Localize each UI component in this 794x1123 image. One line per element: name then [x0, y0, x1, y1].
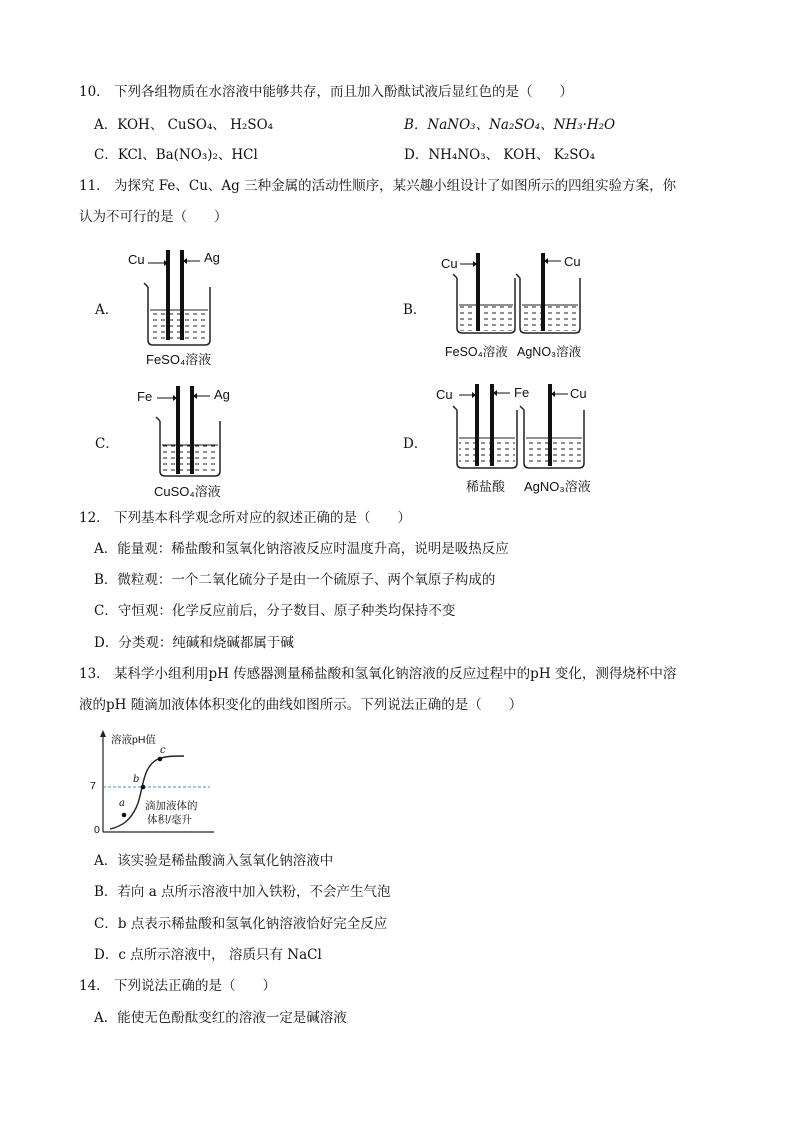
q10-stem: 10． 下列各组物质在水溶液中能够共存，而且加入酚酞试液后显红色的是（ ）	[79, 84, 573, 100]
q13-option-a: A．该实验是稀盐酸滴入氢氧化钠溶液中	[94, 853, 334, 869]
point-c-marker	[158, 757, 163, 762]
figure-c-caption: CuSO₄溶液	[154, 484, 221, 499]
q11-stem-line2: 认为不可行的是（ ）	[79, 209, 228, 225]
point-b-label: b	[133, 774, 140, 785]
figure-d-caption-2: AgNO₃溶液	[524, 479, 591, 494]
figure-d-beakers	[432, 380, 602, 495]
chart-x-label-line2: 体积/毫升	[147, 814, 192, 826]
figure-b-beakers	[435, 250, 600, 365]
chart-y-label: 溶液pH值	[111, 734, 156, 746]
figure-d-metal-1: Cu	[436, 387, 453, 402]
silver-rod	[180, 250, 184, 340]
q13-option-b: B．若向 a 点所示溶液中加入铁粉，不会产生气泡	[94, 884, 391, 900]
q14-stem: 14． 下列说法正确的是（ ）	[79, 978, 276, 994]
q12-option-b: B．微粒观：一个二氧化硫分子是由一个硫原子、两个氧原子构成的	[94, 572, 496, 588]
q11-label-d: D．	[403, 436, 428, 452]
figure-b-caption-1: FeSO₄溶液	[445, 345, 508, 359]
q11-label-a: A．	[95, 302, 119, 318]
point-c-label: c	[160, 745, 166, 756]
q10-option-d: D．NH₄NO₃、 KOH、 K₂SO₄	[404, 147, 595, 163]
figure-a-right-metal: Ag	[204, 250, 220, 265]
q13-option-d: D．c 点所示溶液中， 溶质只有 NaCl	[94, 947, 322, 963]
point-a-label: a	[119, 798, 125, 809]
figure-b-caption-2: AgNO₃溶液	[517, 345, 582, 359]
figure-b-metal-1: Cu	[441, 256, 458, 271]
point-a-marker	[122, 813, 127, 818]
ph-curve-chart	[88, 728, 218, 840]
figure-d-caption-1: 稀盐酸	[466, 479, 506, 494]
q13-stem-line2: 液的pH 随滴加液体体积变化的曲线如图所示。下列说法正确的是（ ）	[79, 697, 523, 713]
q10-option-a: A．KOH、 CuSO₄、 H₂SO₄	[94, 117, 274, 133]
q14-option-a: A．能使无色酚酞变红的溶液一定是碱溶液	[94, 1010, 347, 1026]
q12-option-c: C．守恒观：化学反应前后，分子数目、原子种类均保持不变	[94, 603, 456, 619]
q12-stem: 12． 下列基本科学观念所对应的叙述正确的是（ ）	[79, 510, 411, 526]
chart-origin: 0	[94, 824, 100, 836]
figure-b-metal-2: Cu	[564, 254, 581, 269]
q13-stem-line1: 13． 某科学小组利用pH 传感器测量稀盐酸和氢氧化钠溶液的反应过程中的pH 变化，测得烧杯中溶	[79, 666, 677, 682]
point-b-marker	[141, 785, 146, 790]
q10-option-b: B．NaNO₃、Na₂SO₄、NH₃·H₂O	[404, 117, 616, 133]
q11-stem-line1: 11． 为探究 Fe、Cu、Ag 三种金属的活动性顺序，某兴趣小组设计了如图所示的四组实验方案，你	[79, 178, 677, 194]
chart-y-tick-7: 7	[90, 780, 96, 792]
figure-a-left-metal: Cu	[128, 252, 145, 267]
figure-a-beaker	[120, 245, 240, 375]
figure-d-metal-3: Cu	[570, 386, 587, 401]
q11-label-c: C．	[95, 436, 119, 452]
q13-option-c: C．b 点表示稀盐酸和氢氧化钠溶液恰好完全反应	[94, 916, 388, 932]
figure-c-right-metal: Ag	[214, 387, 230, 402]
figure-d-metal-2: Fe	[514, 385, 530, 400]
figure-c-beaker	[130, 383, 250, 503]
q10-option-c: C．KCl、Ba(NO₃)₂、HCl	[94, 147, 258, 163]
chart-x-label-line1: 滴加液体的	[145, 800, 198, 812]
figure-c-left-metal: Fe	[137, 389, 153, 404]
q12-option-d: D．分类观：纯碱和烧碱都属于碱	[94, 635, 294, 651]
q12-option-a: A．能量观：稀盐酸和氢氧化钠溶液反应时温度升高，说明是吸热反应	[94, 541, 509, 557]
figure-a-caption: FeSO₄溶液	[146, 352, 212, 367]
q11-label-b: B．	[403, 302, 427, 318]
